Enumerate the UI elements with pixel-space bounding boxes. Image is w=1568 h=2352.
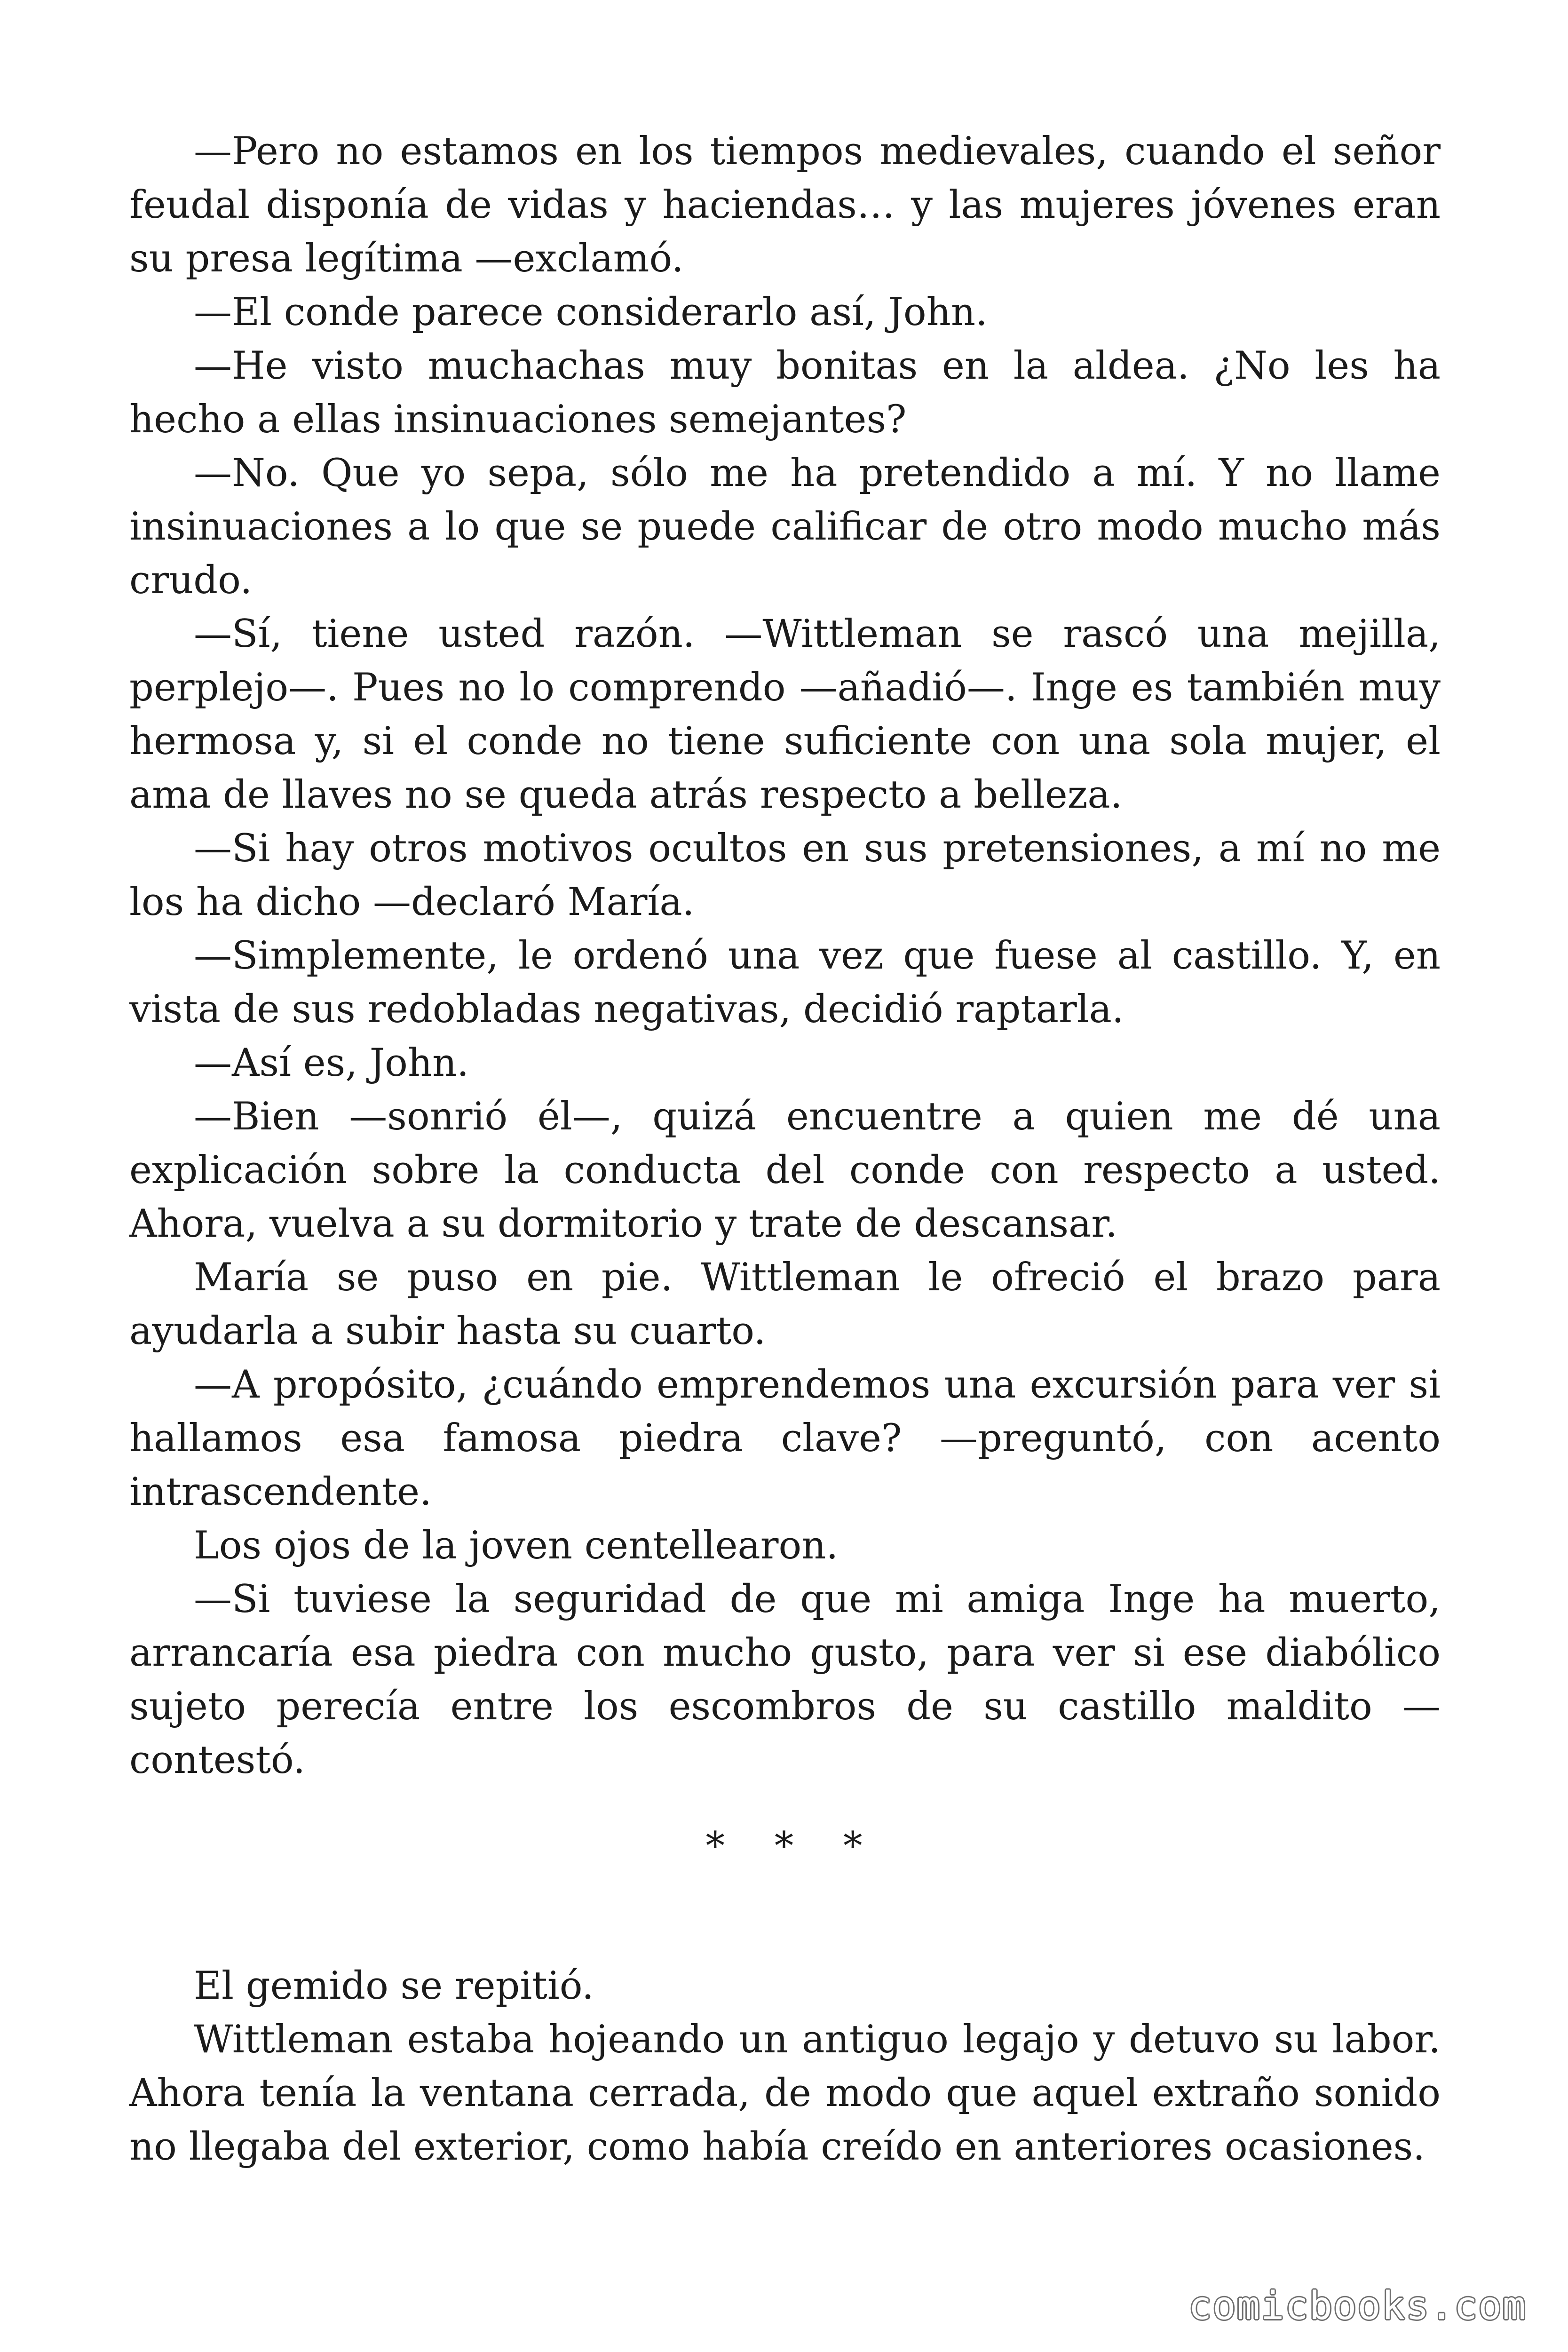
paragraph-6: —Si hay otros motivos ocultos en sus pretensiones, a mí no me los ha dicho —declaró María. bbox=[129, 826, 1441, 924]
paragraph-10: María se puso en pie. Wittleman le ofreció el brazo para ayudarla a subir hasta su cuarto. bbox=[129, 1255, 1441, 1353]
paragraph-2: —El conde parece considerarlo así, John. bbox=[194, 290, 988, 334]
text-section-2 bbox=[129, 1959, 1441, 2174]
paragraph-9: —Bien —sonrió él—, quizá encuentre a quien me dé una explicación sobre la conducta del conde con respecto a usted. Ahora, vuelva a su dormitorio y trate de descansar. bbox=[129, 1095, 1441, 1246]
paragraph-14: El gemido se repitió. bbox=[194, 1964, 594, 2008]
text-section-1 bbox=[129, 125, 1441, 1787]
paragraph-5: —Sí, tiene usted razón. —Wittleman se rascó una mejilla, perplejo—. Pues no lo comprendo —añadió—. Inge es también muy hermosa y, si el conde no tiene suficiente con una sola mujer, el ama de llaves no se queda atrás respecto a belleza. bbox=[129, 612, 1441, 817]
paragraph-11: —A propósito, ¿cuándo emprendemos una excursión para ver si hallamos esa famosa piedra clave? —preguntó, con acento intrascendente. bbox=[129, 1363, 1441, 1514]
watermark: comicbooks.com bbox=[1188, 2284, 1527, 2328]
paragraph-3: —He visto muchachas muy bonitas en la aldea. ¿No les ha hecho a ellas insinuaciones semejantes? bbox=[129, 344, 1441, 442]
paragraph-13: —Si tuviese la seguridad de que mi amiga Inge ha muerto, arrancaría esa piedra con mucho gusto, para ver si ese diabólico sujeto perecía entre los escombros de su castillo maldito —contestó. bbox=[129, 1577, 1441, 1782]
paragraph-8: —Así es, John. bbox=[194, 1041, 469, 1085]
paragraph-4: —No. Que yo sepa, sólo me ha pretendido a mí. Y no llame insinuaciones a lo que se puede calificar de otro modo mucho más crudo. bbox=[129, 451, 1441, 603]
paragraph-15: Wittleman estaba hojeando un antiguo legajo y detuvo su labor. Ahora tenía la ventana cerrada, de modo que aquel extraño sonido no llegaba del exterior, como había creído en anteriores ocasiones. bbox=[129, 2018, 1441, 2169]
scene-separator: * * * bbox=[705, 1824, 881, 1868]
paragraph-12: Los ojos de la joven centellearon. bbox=[194, 1524, 839, 1568]
paragraph-7: —Simplemente, le ordenó una vez que fuese al castillo. Y, en vista de sus redobladas negativas, decidió raptarla. bbox=[129, 934, 1441, 1032]
paragraph-1: —Pero no estamos en los tiempos medievales, cuando el señor feudal disponía de vidas y haciendas… y las mujeres jóvenes eran su presa legítima —exclamó. bbox=[129, 129, 1441, 281]
